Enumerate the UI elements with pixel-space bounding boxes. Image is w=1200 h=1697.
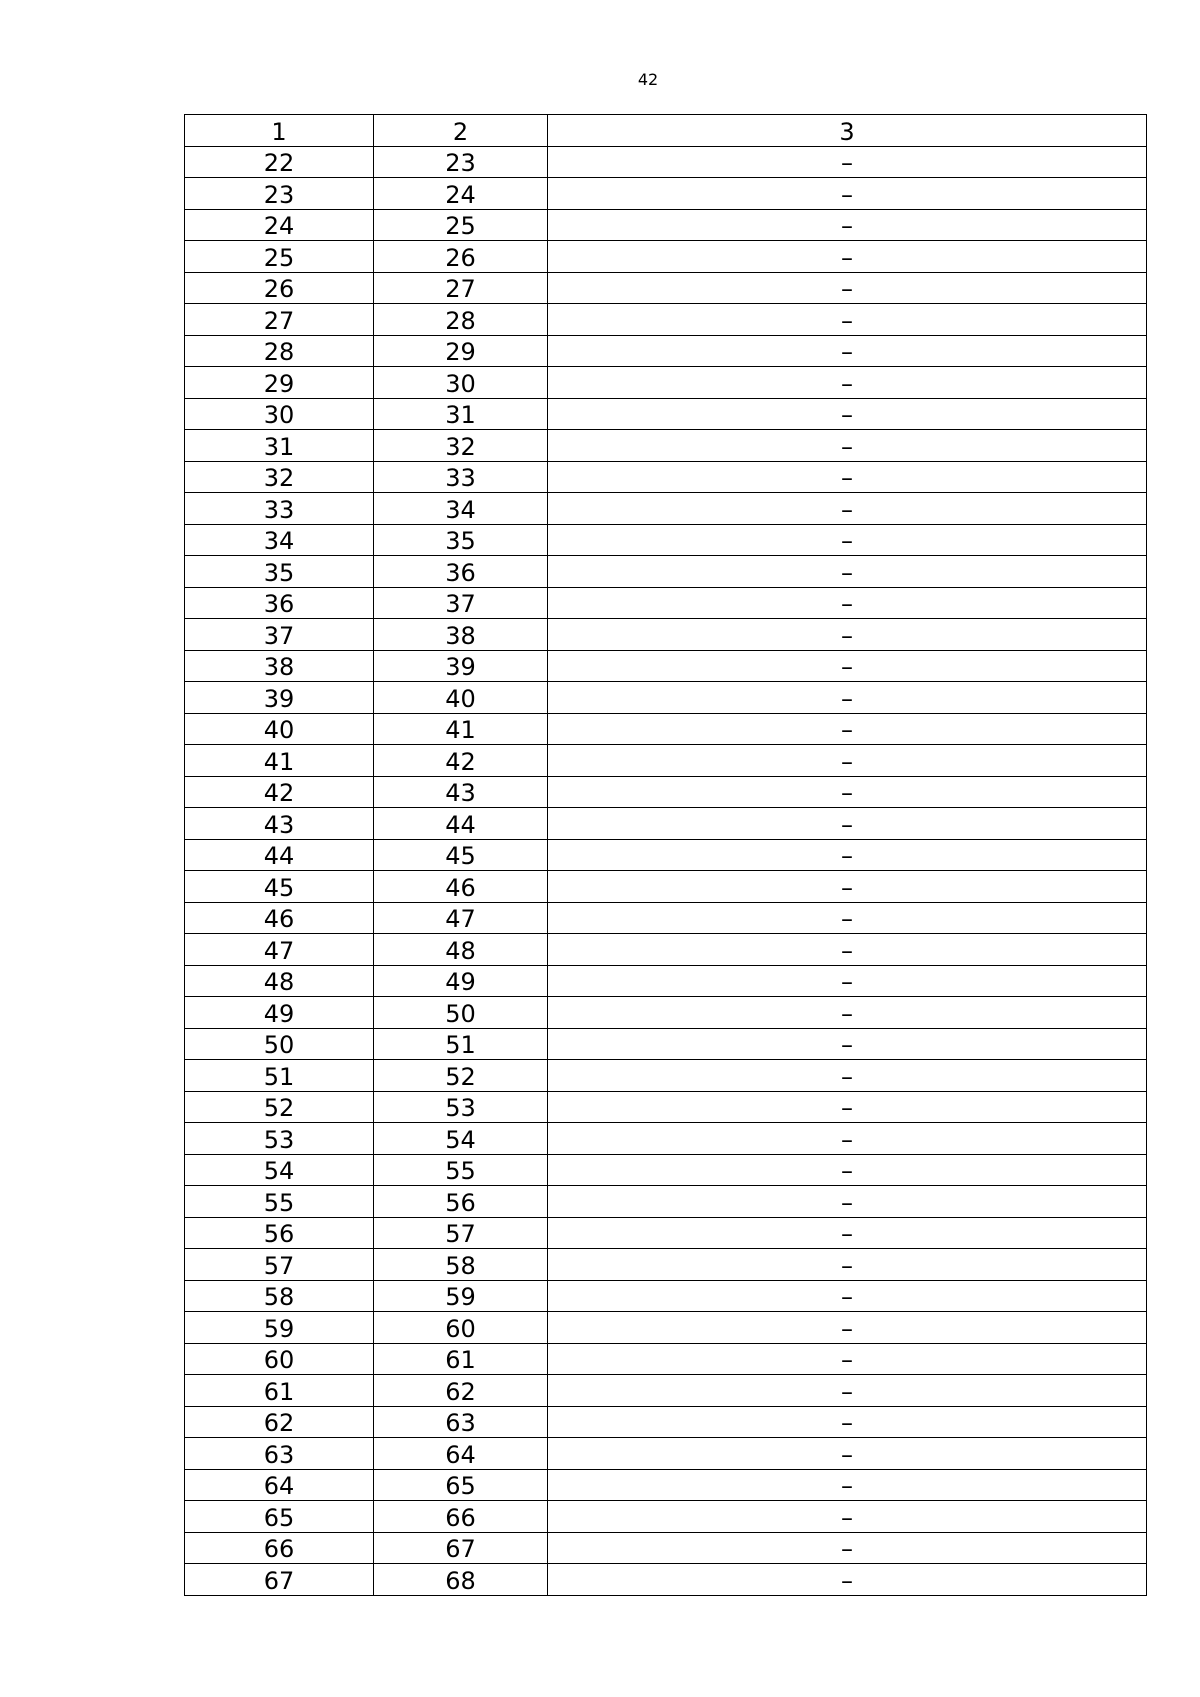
table-row <box>185 304 1147 336</box>
table-cell: – <box>548 461 1147 493</box>
column-header: 2 <box>374 115 548 147</box>
table-cell: 59 <box>185 1312 374 1344</box>
table-cell: 45 <box>374 839 548 871</box>
table-cell: – <box>548 1060 1147 1092</box>
table-cell: 57 <box>185 1249 374 1281</box>
table-cell: 28 <box>374 304 548 336</box>
table-cell: 62 <box>374 1375 548 1407</box>
table-cell: – <box>548 241 1147 273</box>
table-cell: – <box>548 493 1147 525</box>
table-row <box>185 272 1147 304</box>
table-cell: – <box>548 713 1147 745</box>
table-cell: 40 <box>374 682 548 714</box>
table-cell: 57 <box>374 1217 548 1249</box>
table-row <box>185 871 1147 903</box>
table-cell: – <box>548 1217 1147 1249</box>
table-row <box>185 1154 1147 1186</box>
table-cell: 41 <box>185 745 374 777</box>
table-row <box>185 1375 1147 1407</box>
table-cell: 27 <box>374 272 548 304</box>
table-cell: – <box>548 1564 1147 1596</box>
table-cell: 29 <box>185 367 374 399</box>
table-cell: 27 <box>185 304 374 336</box>
table-row <box>185 1312 1147 1344</box>
table-cell: 66 <box>374 1501 548 1533</box>
table-cell: 26 <box>185 272 374 304</box>
table-row <box>185 335 1147 367</box>
table-cell: 50 <box>185 1028 374 1060</box>
table-cell: – <box>548 997 1147 1029</box>
table-cell: 29 <box>374 335 548 367</box>
table-row <box>185 965 1147 997</box>
table-row <box>185 1091 1147 1123</box>
table-body <box>185 115 1147 1596</box>
table-cell: – <box>548 1154 1147 1186</box>
table-cell: 63 <box>374 1406 548 1438</box>
table-cell: – <box>548 1501 1147 1533</box>
table-cell: 24 <box>185 209 374 241</box>
table-cell: – <box>548 1186 1147 1218</box>
table-cell: 53 <box>185 1123 374 1155</box>
table-cell: – <box>548 587 1147 619</box>
table-cell: – <box>548 965 1147 997</box>
table-row <box>185 178 1147 210</box>
table-cell: 47 <box>185 934 374 966</box>
table-cell: 67 <box>374 1532 548 1564</box>
table-cell: 28 <box>185 335 374 367</box>
table-cell: – <box>548 209 1147 241</box>
table-cell: 48 <box>185 965 374 997</box>
table-row <box>185 682 1147 714</box>
table-row <box>185 524 1147 556</box>
table-row <box>185 934 1147 966</box>
table-row <box>185 1280 1147 1312</box>
table-cell: 34 <box>374 493 548 525</box>
table-cell: 68 <box>374 1564 548 1596</box>
column-header: 3 <box>548 115 1147 147</box>
table-cell: 60 <box>185 1343 374 1375</box>
table-cell: – <box>548 808 1147 840</box>
table-cell: 25 <box>374 209 548 241</box>
table-cell: 64 <box>374 1438 548 1470</box>
table-cell: – <box>548 1249 1147 1281</box>
table-row <box>185 1469 1147 1501</box>
table-cell: 56 <box>374 1186 548 1218</box>
table-cell: 60 <box>374 1312 548 1344</box>
table-cell: – <box>548 871 1147 903</box>
table-cell: 39 <box>374 650 548 682</box>
table-cell: 66 <box>185 1532 374 1564</box>
table-row <box>185 209 1147 241</box>
table-row <box>185 493 1147 525</box>
table-cell: 41 <box>374 713 548 745</box>
table-cell: 61 <box>374 1343 548 1375</box>
table-cell: 59 <box>374 1280 548 1312</box>
table-cell: 55 <box>185 1186 374 1218</box>
table-row <box>185 808 1147 840</box>
table-cell: 33 <box>374 461 548 493</box>
table-cell: – <box>548 398 1147 430</box>
table-row <box>185 1249 1147 1281</box>
table-row <box>185 367 1147 399</box>
table-cell: 39 <box>185 682 374 714</box>
table-cell: – <box>548 934 1147 966</box>
table-cell: – <box>548 776 1147 808</box>
table-cell: – <box>548 1280 1147 1312</box>
table-cell: 26 <box>374 241 548 273</box>
table-cell: 38 <box>185 650 374 682</box>
table-cell: 38 <box>374 619 548 651</box>
table-row <box>185 1123 1147 1155</box>
table-cell: – <box>548 304 1147 336</box>
table-cell: 37 <box>374 587 548 619</box>
table-cell: 36 <box>185 587 374 619</box>
table-row <box>185 1564 1147 1596</box>
table-cell: 23 <box>374 146 548 178</box>
table-cell: 42 <box>185 776 374 808</box>
table-row <box>185 556 1147 588</box>
table-cell: – <box>548 178 1147 210</box>
table-cell: 49 <box>185 997 374 1029</box>
table-cell: – <box>548 367 1147 399</box>
table-cell: 67 <box>185 1564 374 1596</box>
table-row <box>185 839 1147 871</box>
table-cell: – <box>548 619 1147 651</box>
table-cell: – <box>548 902 1147 934</box>
table-cell: 32 <box>374 430 548 462</box>
table-row <box>185 1501 1147 1533</box>
table-cell: 48 <box>374 934 548 966</box>
table-cell: 25 <box>185 241 374 273</box>
table-row <box>185 1028 1147 1060</box>
table-row <box>185 1060 1147 1092</box>
table-row <box>185 430 1147 462</box>
table-cell: 49 <box>374 965 548 997</box>
table-cell: 32 <box>185 461 374 493</box>
table-cell: – <box>548 1406 1147 1438</box>
table-cell: 30 <box>185 398 374 430</box>
table-cell: – <box>548 650 1147 682</box>
table-cell: 40 <box>185 713 374 745</box>
table-row <box>185 241 1147 273</box>
table-cell: – <box>548 745 1147 777</box>
table-cell: 56 <box>185 1217 374 1249</box>
table-cell: 35 <box>374 524 548 556</box>
table-cell: 22 <box>185 146 374 178</box>
table-row <box>185 461 1147 493</box>
table-cell: 65 <box>374 1469 548 1501</box>
table-cell: 58 <box>374 1249 548 1281</box>
table-cell: – <box>548 335 1147 367</box>
table-row <box>185 1186 1147 1218</box>
table-row <box>185 1532 1147 1564</box>
table-cell: – <box>548 430 1147 462</box>
table-cell: – <box>548 1532 1147 1564</box>
column-header: 1 <box>185 115 374 147</box>
table-cell: 51 <box>374 1028 548 1060</box>
table-cell: 58 <box>185 1280 374 1312</box>
table-cell: 45 <box>185 871 374 903</box>
table-cell: 43 <box>374 776 548 808</box>
table-cell: – <box>548 682 1147 714</box>
table-cell: 46 <box>374 871 548 903</box>
table-cell: 61 <box>185 1375 374 1407</box>
table-row <box>185 997 1147 1029</box>
table-cell: 47 <box>374 902 548 934</box>
table-cell: 55 <box>374 1154 548 1186</box>
table-cell: 54 <box>185 1154 374 1186</box>
table-row <box>185 745 1147 777</box>
table-cell: 53 <box>374 1091 548 1123</box>
table-cell: 64 <box>185 1469 374 1501</box>
table-cell: 23 <box>185 178 374 210</box>
table-cell: – <box>548 1438 1147 1470</box>
table-row <box>185 902 1147 934</box>
table-cell: – <box>548 1312 1147 1344</box>
table-cell: 51 <box>185 1060 374 1092</box>
table-row <box>185 1406 1147 1438</box>
table-cell: 31 <box>185 430 374 462</box>
table-cell: 36 <box>374 556 548 588</box>
table-cell: 62 <box>185 1406 374 1438</box>
table-row <box>185 1343 1147 1375</box>
table-row <box>185 619 1147 651</box>
table-cell: 63 <box>185 1438 374 1470</box>
table-cell: 50 <box>374 997 548 1029</box>
table-row <box>185 776 1147 808</box>
table-row <box>185 146 1147 178</box>
table-cell: 42 <box>374 745 548 777</box>
table-cell: 24 <box>374 178 548 210</box>
table-cell: – <box>548 1375 1147 1407</box>
table-row <box>185 1217 1147 1249</box>
table-cell: – <box>548 839 1147 871</box>
table-cell: – <box>548 1469 1147 1501</box>
table-cell: 34 <box>185 524 374 556</box>
table-cell: 44 <box>185 839 374 871</box>
table-cell: 30 <box>374 367 548 399</box>
table-header-row <box>185 115 1147 147</box>
table-cell: – <box>548 146 1147 178</box>
table-cell: 35 <box>185 556 374 588</box>
table-cell: – <box>548 1028 1147 1060</box>
table-row <box>185 587 1147 619</box>
table-row <box>185 650 1147 682</box>
table-cell: 44 <box>374 808 548 840</box>
table-cell: 65 <box>185 1501 374 1533</box>
table-row <box>185 1438 1147 1470</box>
table-cell: 37 <box>185 619 374 651</box>
table-cell: 54 <box>374 1123 548 1155</box>
table-cell: 46 <box>185 902 374 934</box>
table-cell: 33 <box>185 493 374 525</box>
table-cell: – <box>548 1091 1147 1123</box>
table-cell: 43 <box>185 808 374 840</box>
table-cell: – <box>548 524 1147 556</box>
table-cell: – <box>548 272 1147 304</box>
table-cell: – <box>548 1123 1147 1155</box>
table-row <box>185 713 1147 745</box>
data-table <box>184 114 1147 1596</box>
page-number: 42 <box>637 70 659 89</box>
table-cell: 31 <box>374 398 548 430</box>
table-cell: – <box>548 556 1147 588</box>
table-row <box>185 398 1147 430</box>
table-cell: – <box>548 1343 1147 1375</box>
table-cell: 52 <box>374 1060 548 1092</box>
table-cell: 52 <box>185 1091 374 1123</box>
